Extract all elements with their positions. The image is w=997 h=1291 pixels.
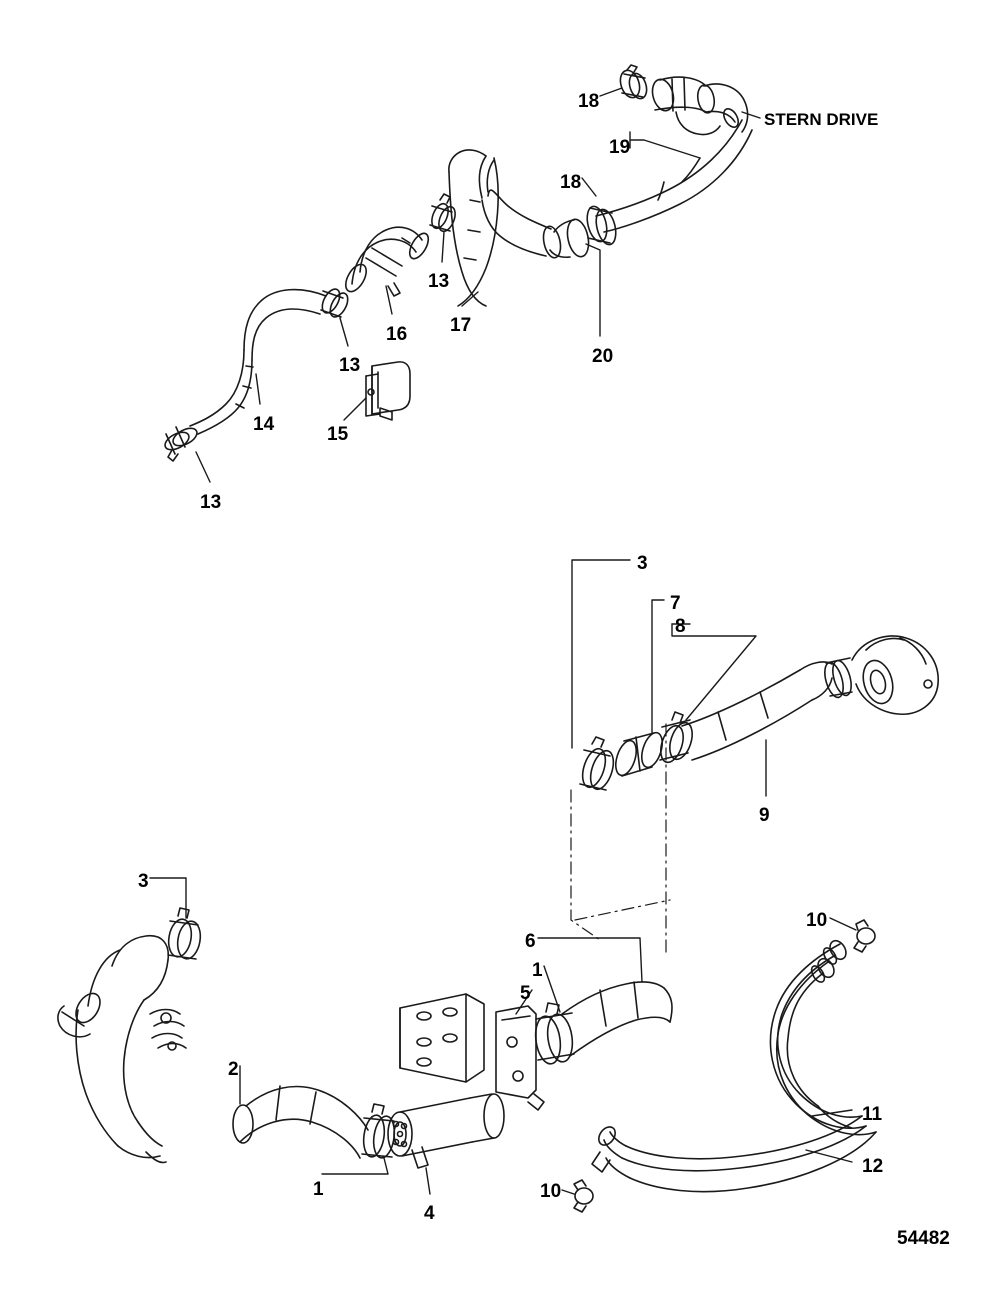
callout-14: 14 xyxy=(253,414,275,435)
hose-2 xyxy=(233,1086,368,1158)
callout-16: 16 xyxy=(386,324,408,345)
callout-13-mid: 13 xyxy=(339,355,361,376)
callout-7: 7 xyxy=(670,593,681,614)
housing-upper-right xyxy=(852,636,938,714)
hose-17 xyxy=(449,150,551,306)
callout-2: 2 xyxy=(228,1059,239,1080)
callout-8: 8 xyxy=(675,616,686,637)
elbow-manifold-left xyxy=(58,936,168,1163)
callout-18-lower: 18 xyxy=(560,172,582,193)
callout-13-upper: 13 xyxy=(428,271,450,292)
callout-3-left: 3 xyxy=(138,871,149,892)
callout-10-upper: 10 xyxy=(806,910,828,931)
bracket-15 xyxy=(366,362,410,420)
callout-12: 12 xyxy=(862,1156,884,1177)
fitting-10-upper xyxy=(854,920,875,952)
clamp-13-mid xyxy=(319,286,352,320)
tube-upper-short xyxy=(649,77,716,114)
fitting-4 xyxy=(388,1098,472,1168)
stern-drive-label: STERN DRIVE xyxy=(764,110,879,129)
coupling-flange-left xyxy=(150,1010,186,1051)
callout-3-upper: 3 xyxy=(637,553,648,574)
callout-18-upper: 18 xyxy=(578,91,600,112)
coupler-20 xyxy=(541,217,592,259)
clamp-8 xyxy=(657,712,697,765)
hose-6 xyxy=(562,982,672,1056)
clamp-13-lower xyxy=(162,425,200,461)
clamp-9-end xyxy=(821,658,854,700)
callout-9: 9 xyxy=(759,805,770,826)
canister-16 xyxy=(342,227,432,296)
callout-10-lower: 10 xyxy=(540,1181,562,1202)
callout-17: 17 xyxy=(450,315,472,336)
callout-19: 19 xyxy=(609,137,631,158)
clamp-18-upper xyxy=(617,65,650,101)
clamp-3-upper-right xyxy=(578,737,617,792)
hose-9 xyxy=(682,662,832,760)
callout-11: 11 xyxy=(862,1104,883,1125)
callout-1-left: 1 xyxy=(313,1179,324,1200)
clamp-1-center xyxy=(533,1003,575,1065)
callout-6: 6 xyxy=(525,931,536,952)
clamp-3-left xyxy=(166,908,203,961)
callout-20: 20 xyxy=(592,346,614,367)
fitting-10-lower xyxy=(574,1180,593,1212)
callout-13-lower: 13 xyxy=(200,492,222,513)
hose-14 xyxy=(190,290,326,434)
callout-1-center: 1 xyxy=(532,960,543,981)
bracket-plate-5b xyxy=(496,1006,544,1110)
callout-15: 15 xyxy=(327,424,349,445)
callout-5: 5 xyxy=(520,983,531,1004)
callout-4: 4 xyxy=(424,1203,435,1224)
connector-7 xyxy=(612,730,666,778)
center-pipe xyxy=(470,1094,504,1142)
bracket-5 xyxy=(400,994,484,1082)
drawing-number: 54482 xyxy=(897,1228,950,1249)
hose-11 xyxy=(595,938,866,1171)
